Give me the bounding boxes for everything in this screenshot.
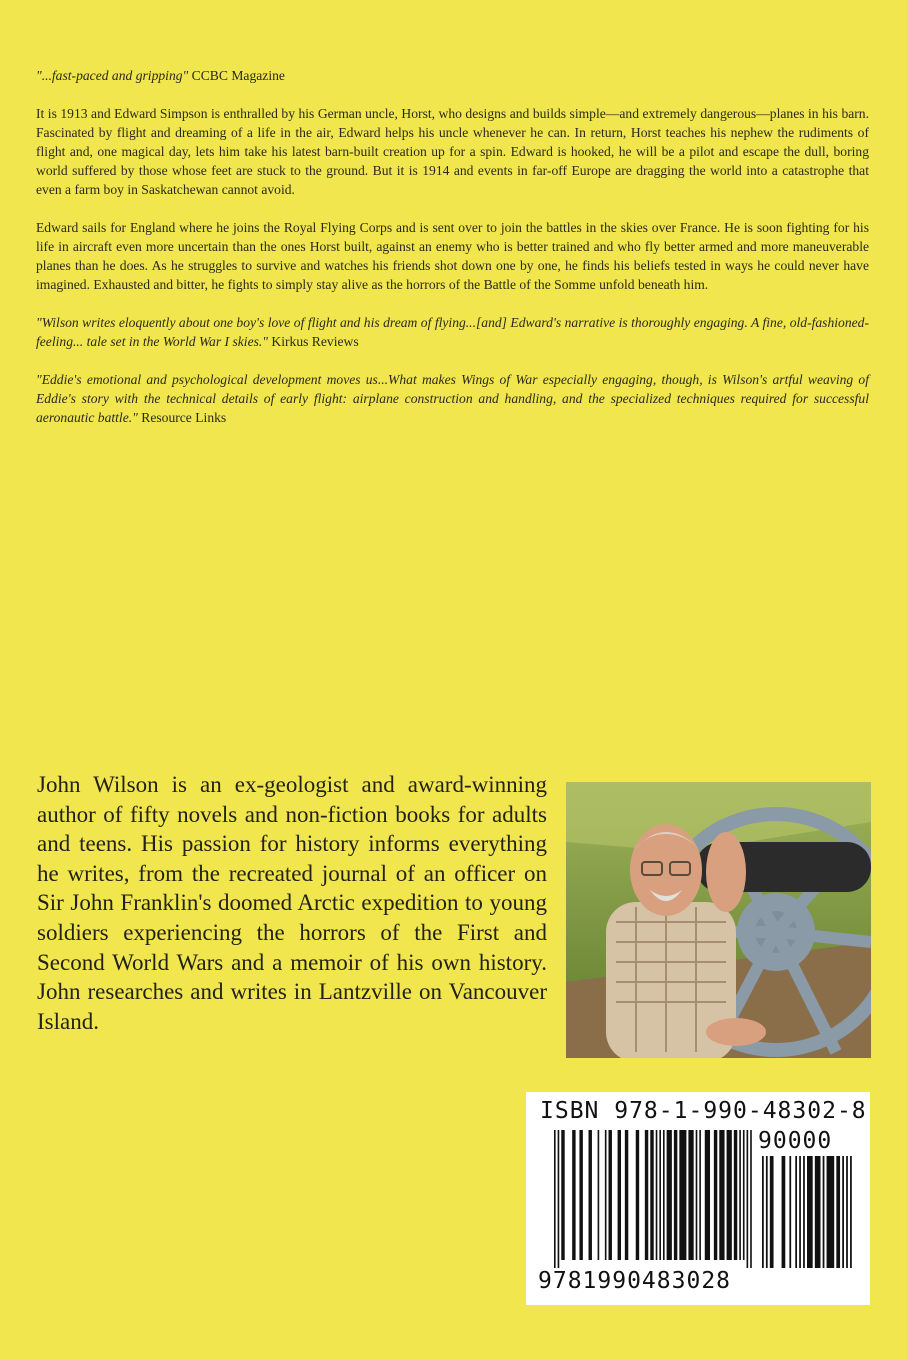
barcode-bar xyxy=(846,1156,848,1268)
review-quote: "Eddie's emotional and psychological development moves us...What makes Wings of War especially engaging, though, is Wilson's artful weaving of Eddie's story with the technical details of early flight: airplane construction and handling, and the specialized techniques required for successful aeronautic battle." xyxy=(36,372,869,425)
barcode-bar xyxy=(572,1130,575,1260)
isbn-barcode xyxy=(526,1092,870,1305)
barcode-bar xyxy=(789,1156,791,1268)
review-quote: "...fast-paced and gripping" xyxy=(36,68,189,83)
review-source: Kirkus Reviews xyxy=(271,334,359,349)
isbn-label: ISBN 978-1-990-48302-8 xyxy=(540,1098,867,1124)
barcode-bar xyxy=(663,1130,665,1260)
barcode-bar xyxy=(625,1130,628,1260)
author-photo xyxy=(566,782,871,1058)
barcode-bar xyxy=(598,1130,600,1260)
barcode-bar xyxy=(795,1156,797,1268)
barcode-bar xyxy=(734,1130,737,1260)
barcode-bar xyxy=(558,1130,560,1268)
barcode-bar xyxy=(609,1130,612,1260)
barcode-bar xyxy=(636,1130,639,1260)
barcode-bar xyxy=(659,1130,661,1260)
barcode-bar xyxy=(750,1130,752,1268)
barcode-bar xyxy=(645,1130,648,1260)
barcode-bar xyxy=(803,1156,805,1268)
review-resource-links xyxy=(36,370,869,427)
barcode-bar xyxy=(747,1130,749,1268)
barcode-bar xyxy=(782,1156,786,1268)
review-source: Resource Links xyxy=(141,410,227,425)
review-source: CCBC Magazine xyxy=(191,68,285,83)
barcode-bar xyxy=(770,1156,774,1268)
addon-bars xyxy=(762,1156,854,1268)
barcode-bar xyxy=(762,1156,764,1268)
barcode-bar xyxy=(815,1156,821,1268)
barcode-bar xyxy=(667,1130,672,1260)
ean13-bars xyxy=(554,1130,754,1268)
review-ccbc xyxy=(36,66,869,85)
barcode-bar xyxy=(799,1156,801,1268)
barcode-bar xyxy=(743,1130,745,1260)
synopsis-paragraph-2: Edward sails for England where he joins the Royal Flying Corps and is sent over to join the battles in the skies over France. He is soon fighting for his life in aircraft even more uncertain than the ones Horst built, against an enemy who is better trained and who fly better armed and more maneuverable planes than he does. As he struggles to survive and watches his friends shot down one by one, he finds his beliefs tested in ways he could never have imagined. Exhausted and bitter, he fights to simply stay alive as the horrors of the Battle of the Somme unfold beneath him. xyxy=(36,220,869,292)
barcode-bar xyxy=(766,1156,768,1268)
barcode-digits: 9781990483028 xyxy=(538,1268,732,1294)
barcode-bar xyxy=(705,1130,710,1260)
barcode-bar xyxy=(827,1156,835,1268)
barcode-bar xyxy=(727,1130,732,1260)
barcode-bar xyxy=(823,1156,825,1268)
barcode-addon-digits: 90000 xyxy=(758,1128,833,1154)
barcode-bar xyxy=(696,1130,698,1260)
barcode-bar xyxy=(605,1130,607,1260)
barcode-bar xyxy=(699,1130,701,1260)
barcode-bar xyxy=(674,1130,677,1260)
barcode-bar xyxy=(650,1130,653,1260)
barcode-bar xyxy=(688,1130,693,1260)
barcode-bar xyxy=(579,1130,582,1260)
author-bio: John Wilson is an ex-geologist and award-winning author of fifty novels and non-fiction books for adults and teens. His passion for history informs everything he writes, from the recreated journal of an officer on Sir John Franklin's doomed Arctic expedition to young soldiers experiencing the horrors of the First and Second World Wars and a memoir of his own history. John researches and writes in Lantzville on Vancouver Island. xyxy=(37,772,547,1034)
barcode-bar xyxy=(561,1130,564,1260)
barcode-bar xyxy=(589,1130,592,1260)
review-kirkus xyxy=(36,313,869,351)
barcode-bar xyxy=(836,1156,840,1268)
review-quote: "Wilson writes eloquently about one boy's love of flight and his dream of flying...[and] Edward's narrative is thoroughly engaging. A fine, old-fashioned-feeling... tale set in the World War I skies." xyxy=(36,315,869,349)
back-cover-blurb xyxy=(36,66,869,446)
barcode-bar xyxy=(618,1130,621,1260)
barcode-bar xyxy=(807,1156,813,1268)
barcode-bar xyxy=(554,1130,556,1268)
barcode-bar xyxy=(714,1130,717,1260)
synopsis-paragraph-1: It is 1913 and Edward Simpson is enthralled by his German uncle, Horst, who designs and builds simple—and extremely dangerous—planes in his barn. Fascinated by flight and dreaming of a life in the air, Edward helps his uncle whenever he can. In return, Horst teaches his nephew the rudiments of flight and, one magical day, lets him take his latest barn-built creation up for a spin. Edward is hooked, he will be a pilot and escape the dull, boring world suffered by those whose feet are stuck to the ground. But it is 1914 and events in far-off Europe are dragging the world into a catastrophe that even a farm boy in Saskatchewan cannot avoid. xyxy=(36,106,869,197)
barcode-bar xyxy=(679,1130,686,1260)
barcode-bar xyxy=(719,1130,724,1260)
author-photo-illustration xyxy=(566,782,871,1058)
barcode-bar xyxy=(842,1156,844,1268)
barcode-bar xyxy=(850,1156,852,1268)
barcode-bar xyxy=(656,1130,658,1260)
barcode-bar xyxy=(739,1130,741,1260)
